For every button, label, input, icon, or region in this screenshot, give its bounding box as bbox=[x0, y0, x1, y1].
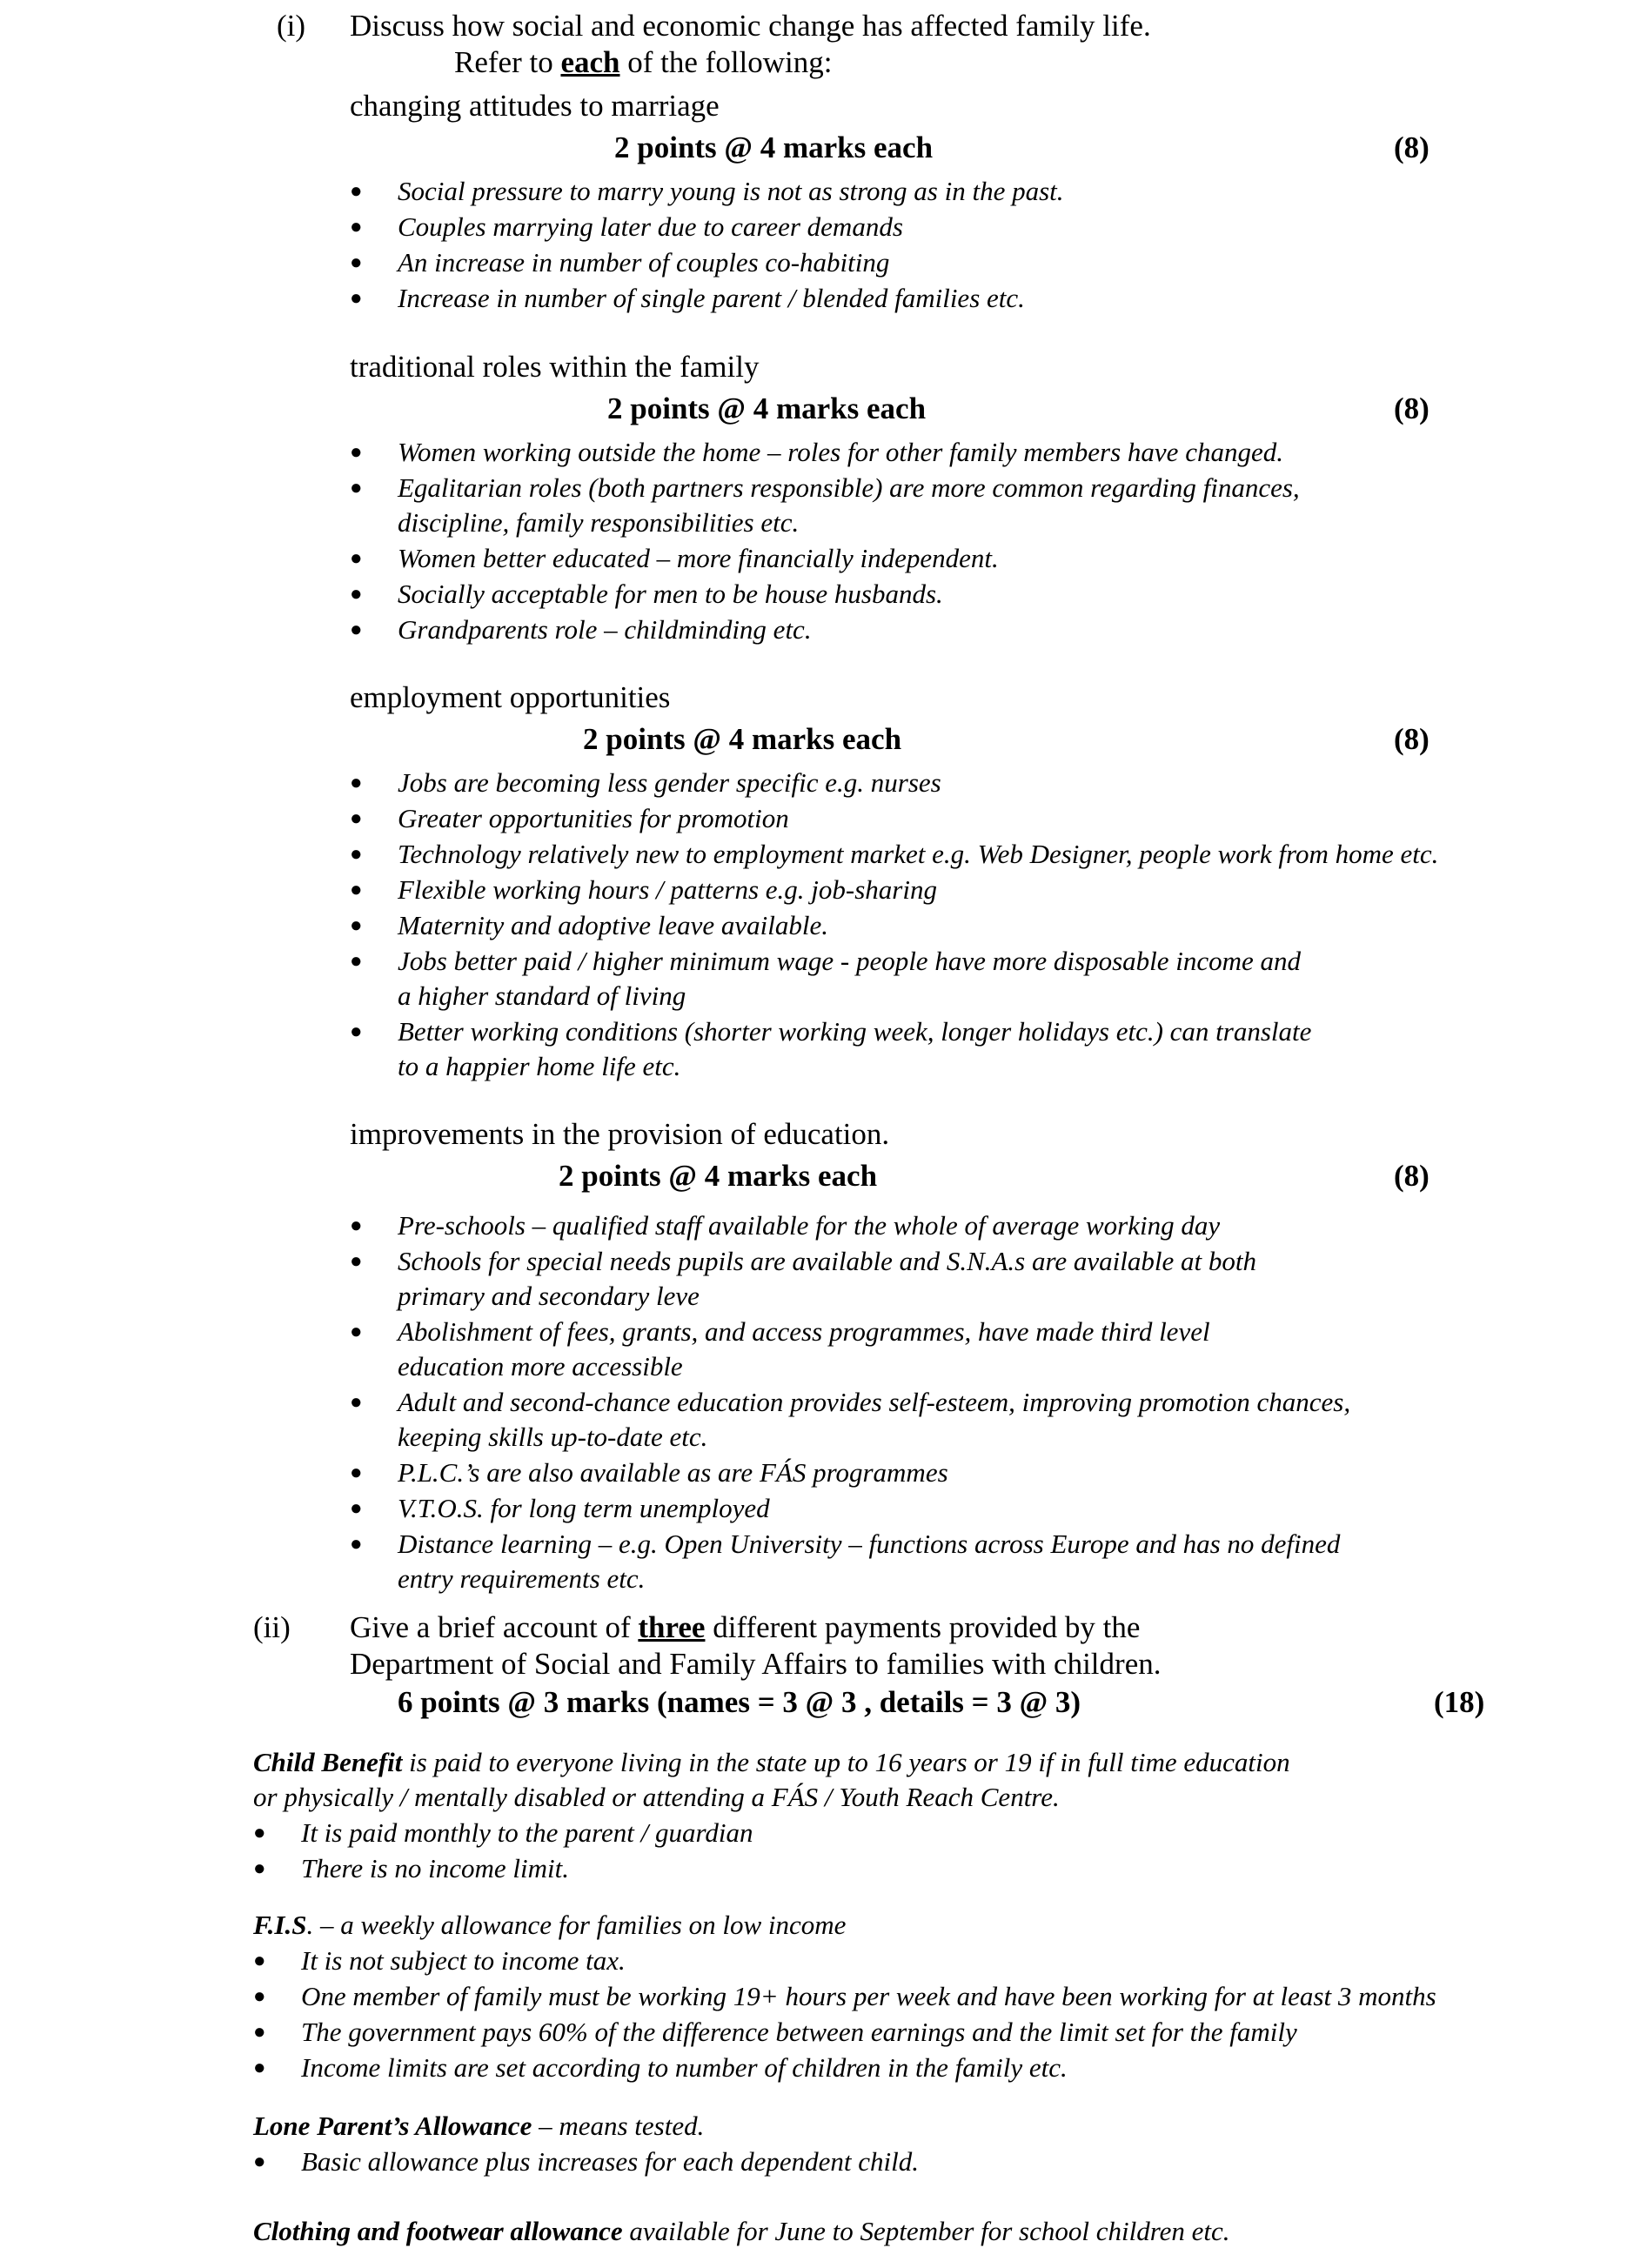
list-item: Greater opportunities for promotion bbox=[398, 803, 789, 833]
bullet-icon: ● bbox=[350, 1250, 363, 1273]
list-item-continuation: a higher standard of living bbox=[398, 980, 686, 1011]
lone-parent-desc: Lone Parent’s Allowance – means tested. bbox=[253, 2111, 705, 2141]
marks-total: (8) bbox=[1394, 1159, 1429, 1193]
question-i-prompt-line1: Discuss how social and economic change has affected family life. bbox=[350, 9, 1151, 43]
list-item: An increase in number of couples co-habiting bbox=[398, 247, 890, 278]
list-item: Flexible working hours / patterns e.g. job-sharing bbox=[398, 874, 937, 905]
list-item: Socially acceptable for men to be house husbands. bbox=[398, 579, 943, 609]
bullet-icon: ● bbox=[253, 1822, 266, 1844]
bullet-icon: ● bbox=[350, 251, 363, 274]
section-heading: changing attitudes to marriage bbox=[350, 89, 720, 123]
list-item: Egalitarian roles (both partners responsible) are more common regarding finances, bbox=[398, 472, 1300, 503]
question-ii-number: (ii) bbox=[253, 1610, 291, 1644]
child-benefit-desc: Child Benefit is paid to everyone living in the state up to 16 years or 19 if in full time education bbox=[253, 1747, 1290, 1777]
payment-name: F.I.S bbox=[253, 1910, 307, 1940]
bullet-icon: ● bbox=[350, 180, 363, 203]
bullet-icon: ● bbox=[253, 2151, 266, 2173]
list-item: Maternity and adoptive leave available. bbox=[398, 910, 828, 940]
list-item-continuation: education more accessible bbox=[398, 1351, 683, 1382]
emphasis-three: three bbox=[638, 1610, 706, 1644]
list-item: Grandparents role – childminding etc. bbox=[398, 614, 812, 645]
bullet-icon: ● bbox=[253, 2057, 266, 2079]
section-heading: traditional roles within the family bbox=[350, 350, 760, 384]
list-item: It is not subject to income tax. bbox=[301, 1945, 626, 1976]
list-item: Social pressure to marry young is not as strong as in the past. bbox=[398, 176, 1064, 206]
list-item: V.T.O.S. for long term unemployed bbox=[398, 1493, 770, 1523]
list-item: P.L.C.’s are also available as are FÁS programmes bbox=[398, 1457, 948, 1488]
question-i-number: (i) bbox=[277, 9, 306, 43]
bullet-icon: ● bbox=[253, 1857, 266, 1880]
bullet-icon: ● bbox=[350, 1462, 363, 1484]
list-item: Basic allowance plus increases for each dependent child. bbox=[301, 2146, 919, 2177]
marks-total: (8) bbox=[1394, 391, 1429, 425]
list-item: Jobs are becoming less gender specific e.g. nurses bbox=[398, 767, 941, 798]
list-item: Better working conditions (shorter working week, longer holidays etc.) can translate bbox=[398, 1016, 1312, 1047]
list-item: Adult and second-chance education provides self-esteem, improving promotion chances, bbox=[398, 1387, 1351, 1417]
bullet-icon: ● bbox=[253, 2021, 266, 2044]
list-item: Schools for special needs pupils are available and S.N.A.s are available at both bbox=[398, 1246, 1257, 1276]
bullet-icon: ● bbox=[350, 950, 363, 973]
marks-total: (8) bbox=[1394, 130, 1429, 164]
bullet-icon: ● bbox=[350, 619, 363, 641]
bullet-icon: ● bbox=[350, 1533, 363, 1555]
bullet-icon: ● bbox=[350, 1214, 363, 1237]
bullet-icon: ● bbox=[350, 843, 363, 866]
bullet-icon: ● bbox=[350, 1497, 363, 1520]
bullet-icon: ● bbox=[350, 914, 363, 937]
list-item-continuation: entry requirements etc. bbox=[398, 1563, 646, 1594]
clothing-footwear-desc: Clothing and footwear allowance available for June to September for school children etc. bbox=[253, 2216, 1230, 2246]
list-item: Increase in number of single parent / blended families etc. bbox=[398, 283, 1025, 313]
question-i-prompt-line2: Refer to each of the following: bbox=[454, 45, 833, 79]
list-item: Income limits are set according to number of children in the family etc. bbox=[301, 2052, 1068, 2083]
list-item: The government pays 60% of the difference between earnings and the limit set for the family bbox=[301, 2017, 1297, 2047]
marks-rule: 2 points @ 4 marks each bbox=[559, 1159, 878, 1193]
bullet-icon: ● bbox=[350, 807, 363, 830]
bullet-icon: ● bbox=[350, 879, 363, 901]
marks-rule: 2 points @ 4 marks each bbox=[607, 391, 927, 425]
question-ii-prompt-line1: Give a brief account of three different payments provided by the bbox=[350, 1610, 1141, 1644]
list-item: One member of family must be working 19+ hours per week and have been working for at least 3 months bbox=[301, 1981, 1436, 2011]
bullet-icon: ● bbox=[350, 1391, 363, 1414]
emphasis-each: each bbox=[560, 45, 620, 79]
marks-total: (8) bbox=[1394, 722, 1429, 756]
list-item: Women working outside the home – roles for other family members have changed. bbox=[398, 437, 1283, 467]
bullet-icon: ● bbox=[350, 772, 363, 794]
marks-rule: 2 points @ 4 marks each bbox=[614, 130, 934, 164]
list-item-continuation: discipline, family responsibilities etc. bbox=[398, 507, 800, 538]
list-item-continuation: to a happier home life etc. bbox=[398, 1051, 681, 1081]
list-item: Women better educated – more financially independent. bbox=[398, 543, 999, 573]
bullet-icon: ● bbox=[350, 547, 363, 570]
bullet-icon: ● bbox=[253, 1950, 266, 1972]
bullet-icon: ● bbox=[350, 477, 363, 499]
payment-name: Lone Parent’s Allowance bbox=[253, 2111, 532, 2141]
bullet-icon: ● bbox=[350, 1321, 363, 1343]
bullet-icon: ● bbox=[350, 583, 363, 605]
bullet-icon: ● bbox=[350, 216, 363, 238]
payment-name: Child Benefit bbox=[253, 1747, 403, 1777]
child-benefit-desc-continuation: or physically / mentally disabled or attending a FÁS / Youth Reach Centre. bbox=[253, 1782, 1060, 1812]
bullet-icon: ● bbox=[350, 1020, 363, 1043]
list-item: It is paid monthly to the parent / guardian bbox=[301, 1817, 753, 1848]
list-item: Couples marrying later due to career demands bbox=[398, 211, 903, 242]
list-item: Jobs better paid / higher minimum wage - people have more disposable income and bbox=[398, 946, 1302, 976]
list-item: Abolishment of fees, grants, and access programmes, have made third level bbox=[398, 1316, 1210, 1347]
list-item: Technology relatively new to employment market e.g. Web Designer, people work from home etc. bbox=[398, 839, 1439, 869]
marks-rule: 2 points @ 4 marks each bbox=[583, 722, 902, 756]
bullet-icon: ● bbox=[253, 1985, 266, 2008]
list-item-continuation: keeping skills up-to-date etc. bbox=[398, 1422, 708, 1452]
list-item-continuation: primary and secondary leve bbox=[398, 1281, 700, 1311]
list-item: Pre-schools – qualified staff available for the whole of average working day bbox=[398, 1210, 1221, 1241]
marks-total: (18) bbox=[1434, 1685, 1485, 1719]
bullet-icon: ● bbox=[350, 287, 363, 310]
marks-rule: 6 points @ 3 marks (names = 3 @ 3 , details = 3 @ 3) bbox=[398, 1685, 1081, 1719]
list-item: Distance learning – e.g. Open University – functions across Europe and has no defined bbox=[398, 1529, 1341, 1559]
fis-desc: F.I.S. – a weekly allowance for families on low income bbox=[253, 1910, 847, 1940]
question-ii-prompt-line2: Department of Social and Family Affairs to families with children. bbox=[350, 1647, 1162, 1681]
bullet-icon: ● bbox=[350, 441, 363, 464]
payment-name: Clothing and footwear allowance bbox=[253, 2216, 623, 2246]
section-heading: improvements in the provision of education. bbox=[350, 1117, 890, 1151]
section-heading: employment opportunities bbox=[350, 680, 671, 714]
list-item: There is no income limit. bbox=[301, 1853, 569, 1883]
